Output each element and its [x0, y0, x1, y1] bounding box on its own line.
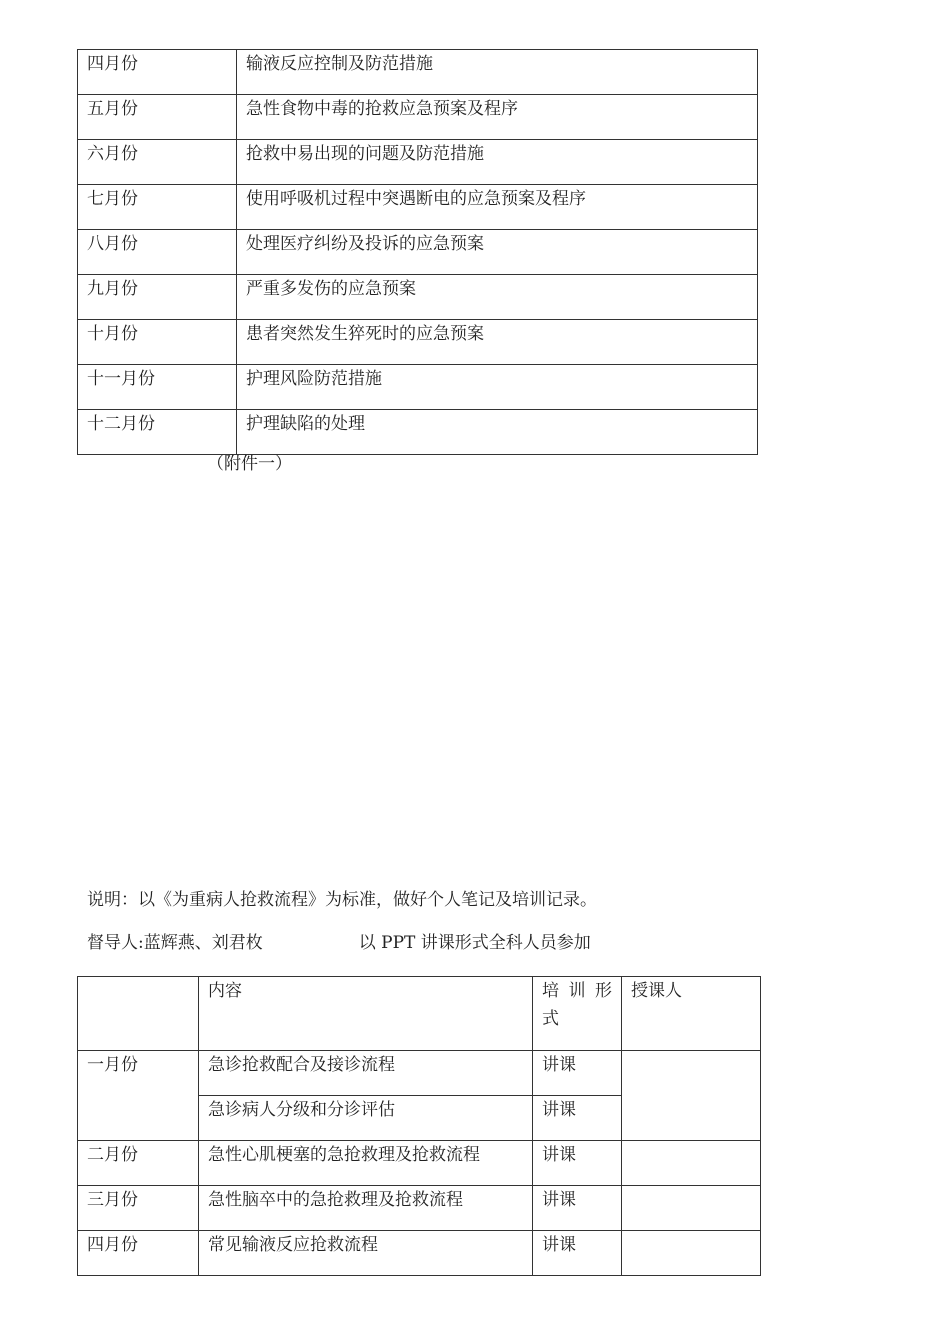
- content-cell: 急诊抢救配合及接诊流程: [199, 1051, 533, 1096]
- month-cell: 一月份: [78, 1051, 199, 1141]
- teacher-cell: [622, 1051, 761, 1141]
- table-row: [78, 1141, 761, 1186]
- attachment-label: （附件一）: [207, 454, 292, 474]
- topic-cell: 严重多发伤的应急预案: [237, 275, 758, 320]
- content-cell: 急诊病人分级和分诊评估: [199, 1096, 533, 1141]
- table-row: [78, 230, 758, 275]
- month-cell: 三月份: [78, 1186, 199, 1231]
- content-cell: 急性脑卒中的急抢救理及抢救流程: [199, 1186, 533, 1231]
- topic-cell: 患者突然发生猝死时的应急预案: [237, 320, 758, 365]
- topic-cell: 急性食物中毒的抢救应急预案及程序: [237, 95, 758, 140]
- explanation-note: 说明：以《为重病人抢救流程》为标准，做好个人笔记及培训记录。: [87, 890, 597, 910]
- supervisor-line: [87, 929, 591, 957]
- topic-cell: 使用呼吸机过程中突遇断电的应急预案及程序: [237, 185, 758, 230]
- table-header-row: [78, 977, 761, 1051]
- table-row: [78, 1186, 761, 1231]
- month-cell: 五月份: [78, 95, 237, 140]
- header-month: [78, 977, 199, 1051]
- teacher-cell: [622, 1141, 761, 1186]
- form-cell: 讲课: [533, 1231, 622, 1276]
- topic-cell: 输液反应控制及防范措施: [237, 50, 758, 95]
- training-schedule-table: [77, 976, 761, 1276]
- supervisor-text: 督导人:蓝辉燕、刘君枚: [87, 933, 263, 953]
- form-cell: 讲课: [533, 1051, 622, 1096]
- month-cell: 七月份: [78, 185, 237, 230]
- month-cell: 二月份: [78, 1141, 199, 1186]
- table-row: [78, 410, 758, 455]
- training-format-text: 以 PPT 讲课形式全科人员参加: [358, 933, 591, 953]
- topic-cell: 抢救中易出现的问题及防范措施: [237, 140, 758, 185]
- topic-cell: 处理医疗纠纷及投诉的应急预案: [237, 230, 758, 275]
- month-cell: 九月份: [78, 275, 237, 320]
- header-form-line1: 培 训 形: [542, 981, 612, 1001]
- table-row: [78, 275, 758, 320]
- table-row: [78, 185, 758, 230]
- month-cell: 十二月份: [78, 410, 237, 455]
- topic-cell: 护理缺陷的处理: [237, 410, 758, 455]
- teacher-cell: [622, 1231, 761, 1276]
- month-cell: 八月份: [78, 230, 237, 275]
- table-row: [78, 1051, 761, 1096]
- table-row: [78, 140, 758, 185]
- header-content: 内容: [199, 977, 533, 1051]
- month-cell: 六月份: [78, 140, 237, 185]
- form-cell: 讲课: [533, 1096, 622, 1141]
- table-row: [78, 1231, 761, 1276]
- table-row: [78, 320, 758, 365]
- teacher-cell: [622, 1186, 761, 1231]
- content-cell: 常见输液反应抢救流程: [199, 1231, 533, 1276]
- monthly-plan-table: [77, 49, 758, 455]
- table-row: [78, 95, 758, 140]
- header-teacher: 授课人: [622, 977, 761, 1051]
- header-form: [533, 977, 622, 1051]
- month-cell: 十一月份: [78, 365, 237, 410]
- table-row: [78, 50, 758, 95]
- form-cell: 讲课: [533, 1186, 622, 1231]
- month-cell: 四月份: [78, 1231, 199, 1276]
- topic-cell: 护理风险防范措施: [237, 365, 758, 410]
- form-cell: 讲课: [533, 1141, 622, 1186]
- table-row: [78, 365, 758, 410]
- month-cell: 四月份: [78, 50, 237, 95]
- header-form-line2: 式: [542, 1009, 559, 1029]
- month-cell: 十月份: [78, 320, 237, 365]
- content-cell: 急性心肌梗塞的急抢救理及抢救流程: [199, 1141, 533, 1186]
